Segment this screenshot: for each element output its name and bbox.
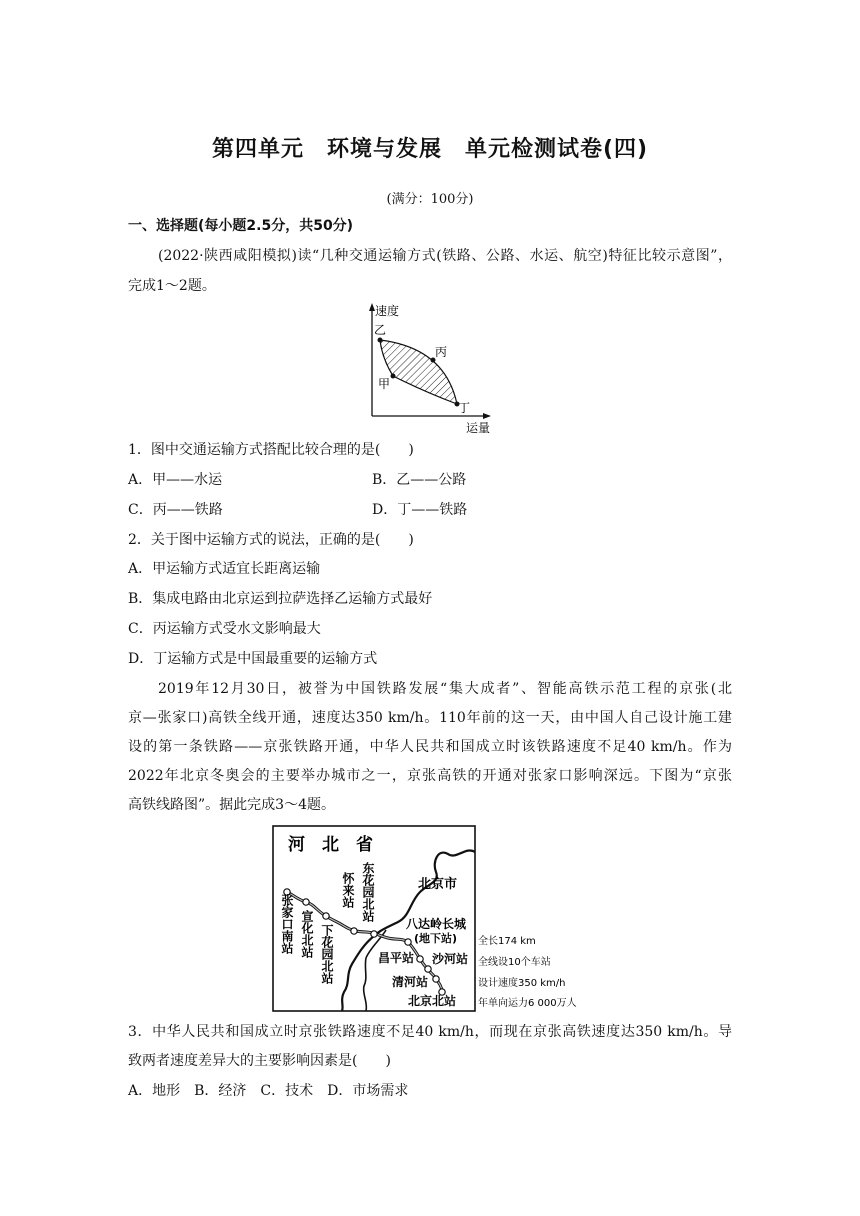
point-yi bbox=[378, 338, 383, 343]
point-jia bbox=[391, 374, 396, 379]
station-marker-donghuayuan bbox=[371, 931, 377, 937]
station-label-shahe: 沙河站 bbox=[432, 952, 469, 966]
q2-stem: 2．关于图中运输方式的说法，正确的是( ) bbox=[128, 532, 414, 548]
q3-stem-line-1: 3．中华人民共和国成立时京张铁路速度不足40 km/h，而现在京张高铁速度达350 km/h。导 bbox=[128, 1024, 732, 1040]
q1-stem: 1．图中交通运输方式搭配比较合理的是( ) bbox=[128, 442, 414, 458]
map-info-capacity: 年单向运力6 000万人 bbox=[478, 998, 577, 1009]
intro-line-1: (2022·陕西咸阳模拟)读“几种交通运输方式(铁路、公路、水运、航空)特征比较示意图”， bbox=[158, 248, 732, 264]
section-heading: 一、选择题(每小题2.5分，共50分) bbox=[128, 218, 354, 234]
label-ding: 丁 bbox=[458, 401, 471, 415]
y-axis-label: 速度 bbox=[375, 304, 400, 318]
map-province-label: 河 北 省 bbox=[288, 835, 373, 855]
intro-line-2: 完成1～2题。 bbox=[128, 278, 216, 294]
passage-line-1: 2019年12月30日，被誉为中国铁路发展“集大成者”、智能高铁示范工程的京张(北 bbox=[158, 681, 732, 697]
station-label-zhangjiakou: 张家口南站 bbox=[280, 894, 294, 954]
station-marker-badaling bbox=[405, 939, 411, 945]
q2-option-a: A．甲运输方式适宜长距离运输 bbox=[128, 561, 321, 577]
q2-option-c: C．丙运输方式受水文影响最大 bbox=[128, 621, 321, 637]
station-label-beijingbei: 北京北站 bbox=[408, 994, 457, 1008]
q2-option-b: B．集成电路由北京运到拉萨选择乙运输方式最好 bbox=[128, 591, 433, 607]
passage-line-3: 设的第一条铁路——京张铁路开通，中华人民共和国成立时该铁路速度不足40 km/h。作为 bbox=[128, 739, 732, 755]
label-yi: 乙 bbox=[374, 323, 387, 337]
x-axis-arrow bbox=[483, 413, 491, 419]
passage-line-2: 京—张家口)高铁全线开通，速度达350 km/h。110年前的这一天，由中国人自己设计施工建 bbox=[128, 710, 732, 726]
q3-stem-line-2: 致两者速度差异大的主要影响因素是( ) bbox=[128, 1053, 391, 1069]
station-label-badaling: 八达岭长城 bbox=[406, 917, 467, 931]
station-marker-changping bbox=[417, 956, 423, 962]
page-title: 第四单元 环境与发展 单元检测试卷(四) bbox=[211, 137, 649, 162]
q1-option-a: A．甲——水运 bbox=[128, 472, 223, 488]
q1-option-c: C．丙——铁路 bbox=[128, 502, 223, 518]
map-city-label: 北京市 bbox=[418, 877, 458, 892]
station-marker-xuanhua bbox=[303, 899, 309, 905]
station-label-qinghe: 清河站 bbox=[392, 975, 429, 989]
map-info-speed: 设计速度350 km/h bbox=[478, 978, 566, 989]
passage-line-4: 2022年北京冬奥会的主要举办城市之一，京张高铁的开通对张家口影响深远。下图为“京张 bbox=[128, 768, 732, 784]
station-label-donghuayuan: 东花园北站 bbox=[361, 862, 375, 922]
label-jia: 甲 bbox=[378, 377, 391, 391]
q1-option-b: B．乙——公路 bbox=[372, 472, 467, 488]
station-marker-xiahuayuan bbox=[323, 913, 329, 919]
map-info-length: 全长174 km bbox=[478, 936, 536, 947]
score-note: (满分：100分) bbox=[386, 192, 474, 207]
station-marker-qinghe bbox=[433, 976, 439, 982]
station-label-badaling-note: (地下站) bbox=[414, 932, 458, 945]
label-bing: 丙 bbox=[435, 345, 448, 359]
station-label-xiahuayuan: 下花园北站 bbox=[320, 924, 334, 984]
station-marker-shahe bbox=[425, 966, 431, 972]
q2-option-d: D．丁运输方式是中国最重要的运输方式 bbox=[128, 651, 378, 667]
station-label-xuanhua: 宣化北站 bbox=[300, 910, 314, 958]
q1-option-d: D．丁——铁路 bbox=[372, 502, 468, 518]
map-info-stations: 全线设10个车站 bbox=[478, 957, 551, 968]
station-label-changping: 昌平站 bbox=[378, 951, 415, 965]
jingzhang-railway-map bbox=[270, 822, 595, 1016]
x-axis-label: 运量 bbox=[466, 421, 491, 435]
transport-comparison-figure bbox=[360, 300, 500, 436]
q3-options: A．地形 B．经济 C．技术 D．市场需求 bbox=[128, 1083, 409, 1099]
passage-line-5: 高铁线路图”。据此完成3～4题。 bbox=[128, 797, 335, 813]
station-marker-huailai bbox=[351, 928, 357, 934]
station-label-huailai: 怀来站 bbox=[341, 872, 355, 908]
